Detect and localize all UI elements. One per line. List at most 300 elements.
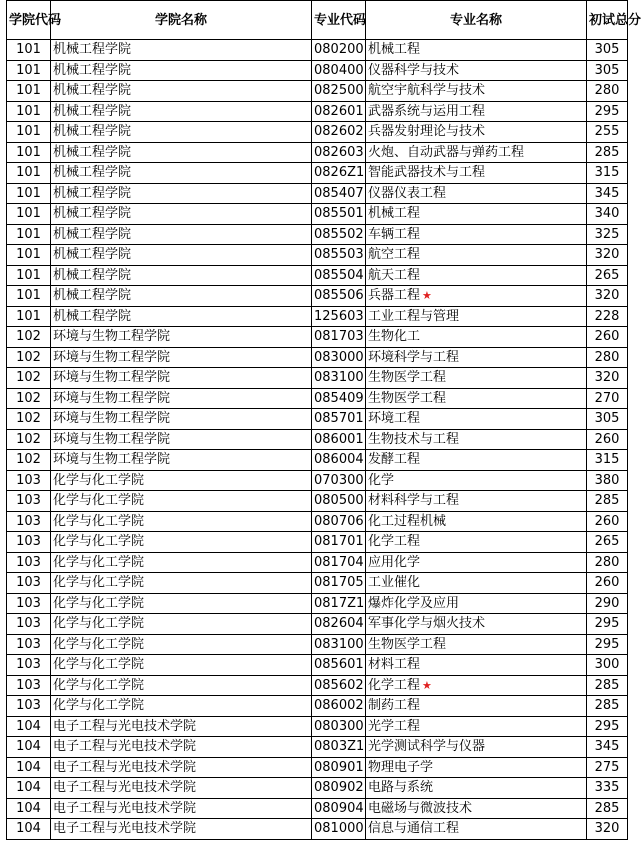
major-code-cell [312,552,366,573]
score-cell [587,593,628,614]
college-code-cell [7,224,51,245]
major-code-cell [312,429,366,450]
college-code-text: 103 [16,636,41,652]
college-code-cell [7,716,51,737]
college-code-cell [7,593,51,614]
major-name-cell [366,368,587,389]
college-code-text: 103 [16,616,41,632]
score-cell [587,716,628,737]
major-code-cell [312,798,366,819]
major-name-cell [366,634,587,655]
college-code-text: 102 [16,431,41,447]
major-name-cell [366,757,587,778]
major-code-text: 080500 [314,493,364,509]
major-code-cell [312,60,366,81]
college-name-cell [51,142,312,163]
major-name-cell [366,429,587,450]
college-name-cell [51,183,312,204]
score-text: 260 [594,575,620,591]
table-row [7,429,628,450]
college-code-cell [7,327,51,348]
major-code-cell [312,163,366,184]
score-cell [587,491,628,512]
college-code-text: 104 [16,759,41,775]
college-name-text: 机械工程学院 [53,103,132,119]
college-name-cell [51,696,312,717]
college-name-cell [51,347,312,368]
score-text: 285 [594,144,620,160]
college-name-cell [51,819,312,840]
college-name-cell [51,388,312,409]
table-body [7,40,628,840]
college-code-cell [7,204,51,225]
college-code-text: 102 [16,349,41,365]
college-code-cell [7,552,51,573]
major-code-cell [312,204,366,225]
major-code-text: 083000 [314,349,364,365]
major-name-cell [366,614,587,635]
major-code-cell [312,470,366,491]
college-code-cell [7,265,51,286]
college-name-cell [51,716,312,737]
major-name-text: 车辆工程 [368,226,421,242]
header-college-name: 学院名称 [51,1,312,40]
major-code-cell [312,778,366,799]
score-cell [587,183,628,204]
college-code-cell [7,368,51,389]
college-name-cell [51,573,312,594]
major-name-cell [366,573,587,594]
major-name-text: 材料科学与工程 [368,493,460,509]
score-cell [587,101,628,122]
college-name-text: 化学与化工学院 [53,575,145,591]
major-code-text: 081701 [314,534,364,550]
table-row [7,470,628,491]
score-text: 345 [594,739,620,755]
college-name-text: 环境与生物工程学院 [53,431,171,447]
table-row [7,81,628,102]
college-name-text: 环境与生物工程学院 [53,411,171,427]
score-text: 325 [594,226,620,242]
major-code-text: 0826Z1 [314,165,365,181]
table-row [7,142,628,163]
major-code-cell [312,347,366,368]
college-name-text: 化学与化工学院 [53,513,145,529]
major-code-cell [312,737,366,758]
score-text: 320 [594,288,620,304]
college-name-cell [51,491,312,512]
score-text: 265 [594,534,620,550]
table-row [7,675,628,696]
college-code-cell [7,573,51,594]
major-code-text: 082500 [314,83,364,99]
college-code-cell [7,388,51,409]
college-name-cell [51,552,312,573]
college-name-cell [51,306,312,327]
college-name-text: 环境与生物工程学院 [53,329,171,345]
college-code-cell [7,81,51,102]
header-major-name: 专业名称 [366,1,587,40]
major-name-cell [366,81,587,102]
major-code-cell [312,224,366,245]
major-code-text: 081000 [314,821,364,837]
college-code-cell [7,819,51,840]
score-cell [587,696,628,717]
college-code-cell [7,347,51,368]
major-code-cell [312,450,366,471]
college-name-cell [51,409,312,430]
score-cell [587,429,628,450]
major-code-text: 0803Z1 [314,739,365,755]
college-code-text: 102 [16,411,41,427]
college-name-text: 化学与化工学院 [53,616,145,632]
college-code-text: 104 [16,800,41,816]
major-code-text: 082604 [314,616,364,632]
college-code-text: 103 [16,677,41,693]
major-name-text: 航空宇航科学与技术 [368,83,486,99]
college-code-cell [7,245,51,266]
college-code-text: 101 [16,124,41,140]
table-row [7,265,628,286]
score-cell [587,675,628,696]
major-code-text: 080300 [314,718,364,734]
score-text: 305 [594,62,620,78]
college-name-cell [51,450,312,471]
table-row [7,552,628,573]
major-code-text: 086002 [314,698,364,714]
score-cell [587,368,628,389]
table-row [7,327,628,348]
major-code-text: 080902 [314,780,364,796]
major-name-text: 化工过程机械 [368,513,447,529]
college-name-text: 化学与化工学院 [53,534,145,550]
major-code-text: 0817Z1 [314,595,365,611]
major-name-text: 应用化学 [368,554,421,570]
college-name-text: 化学与化工学院 [53,677,145,693]
score-cell [587,245,628,266]
major-code-cell [312,655,366,676]
major-name-text: 仪器科学与技术 [368,62,460,78]
major-name-cell [366,388,587,409]
major-name-cell [366,593,587,614]
table-row [7,716,628,737]
star-icon: ★ [422,289,432,303]
major-name-text: 光学工程 [368,718,421,734]
header-row [7,1,628,40]
major-name-text: 光学测试科学与仪器 [368,739,486,755]
major-name-text: 制药工程 [368,698,421,714]
major-code-text: 081704 [314,554,364,570]
major-name-cell [366,327,587,348]
college-name-cell [51,634,312,655]
college-name-cell [51,81,312,102]
major-code-text: 082603 [314,144,364,160]
major-code-text: 125603 [314,308,364,324]
header-college-code: 学院代码 [7,1,51,40]
table-row [7,306,628,327]
major-name-text: 电磁场与微波技术 [368,800,473,816]
college-code-text: 104 [16,780,41,796]
college-code-text: 102 [16,390,41,406]
major-name-text: 工业催化 [368,575,421,591]
major-name-text: 智能武器技术与工程 [368,165,486,181]
college-code-text: 101 [16,62,41,78]
score-text: 295 [594,718,620,734]
college-name-text: 电子工程与光电技术学院 [53,780,197,796]
college-name-text: 机械工程学院 [53,42,132,58]
major-name-text: 生物医学工程 [368,370,447,386]
major-code-cell [312,819,366,840]
score-cell [587,634,628,655]
college-name-cell [51,122,312,143]
college-name-text: 机械工程学院 [53,185,132,201]
major-name-cell [366,675,587,696]
college-name-text: 环境与生物工程学院 [53,349,171,365]
college-code-text: 102 [16,370,41,386]
college-code-text: 101 [16,267,41,283]
major-name-text: 生物化工 [368,329,421,345]
major-code-cell [312,757,366,778]
major-code-cell [312,491,366,512]
major-name-cell [366,655,587,676]
score-text: 290 [594,595,620,611]
major-name-text: 电路与系统 [368,780,434,796]
table-row [7,593,628,614]
college-name-text: 化学与化工学院 [53,698,145,714]
table-row [7,532,628,553]
major-name-cell [366,306,587,327]
major-name-cell [366,778,587,799]
major-name-cell [366,183,587,204]
major-name-text: 兵器发射理论与技术 [368,124,486,140]
college-name-cell [51,470,312,491]
score-cell [587,511,628,532]
table-row [7,409,628,430]
college-code-cell [7,655,51,676]
major-name-cell [366,696,587,717]
score-text: 285 [594,800,620,816]
college-name-cell [51,40,312,61]
score-text: 275 [594,759,620,775]
college-name-cell [51,163,312,184]
major-code-text: 085502 [314,226,364,242]
score-cell [587,40,628,61]
major-code-text: 085501 [314,206,364,222]
score-text: 335 [594,780,620,796]
major-code-text: 080901 [314,759,364,775]
score-cell [587,737,628,758]
major-code-cell [312,634,366,655]
major-code-text: 081703 [314,329,364,345]
table-header [7,1,641,40]
table-row [7,183,628,204]
score-cell [587,204,628,225]
college-code-text: 101 [16,83,41,99]
table-row [7,573,628,594]
college-name-text: 化学与化工学院 [53,657,145,673]
score-text: 265 [594,267,620,283]
college-name-text: 机械工程学院 [53,226,132,242]
major-code-text: 082602 [314,124,364,140]
college-name-cell [51,101,312,122]
score-text: 285 [594,493,620,509]
table-row [7,204,628,225]
score-text: 260 [594,431,620,447]
college-code-text: 101 [16,165,41,181]
table-row [7,122,628,143]
major-code-text: 082601 [314,103,364,119]
major-code-text: 080904 [314,800,364,816]
college-name-cell [51,593,312,614]
major-name-text: 物理电子学 [368,759,434,775]
college-name-cell [51,737,312,758]
major-name-text: 工业工程与管理 [368,308,460,324]
college-code-text: 103 [16,554,41,570]
major-name-cell [366,224,587,245]
college-code-cell [7,286,51,307]
major-name-cell [366,552,587,573]
major-name-cell [366,101,587,122]
college-code-cell [7,163,51,184]
score-text: 228 [594,308,620,324]
college-name-cell [51,757,312,778]
major-code-cell [312,122,366,143]
college-name-text: 机械工程学院 [53,83,132,99]
table-row [7,368,628,389]
college-name-cell [51,511,312,532]
college-name-text: 化学与化工学院 [53,636,145,652]
college-code-cell [7,757,51,778]
major-name-cell [366,532,587,553]
score-text: 295 [594,616,620,632]
college-code-cell [7,798,51,819]
score-cell [587,409,628,430]
college-code-text: 103 [16,698,41,714]
college-code-cell [7,491,51,512]
college-name-cell [51,675,312,696]
major-name-text: 航天工程 [368,267,421,283]
major-name-cell [366,286,587,307]
table-row [7,798,628,819]
score-cell [587,306,628,327]
major-name-text: 发酵工程 [368,452,421,468]
college-code-cell [7,470,51,491]
major-code-cell [312,81,366,102]
major-name-cell [366,491,587,512]
college-code-text: 104 [16,821,41,837]
table-row [7,778,628,799]
major-name-cell [366,819,587,840]
major-code-cell [312,245,366,266]
major-code-text: 070300 [314,472,364,488]
college-code-cell [7,40,51,61]
score-cell [587,470,628,491]
major-code-cell [312,40,366,61]
college-name-text: 电子工程与光电技术学院 [53,759,197,775]
college-code-cell [7,60,51,81]
college-code-text: 104 [16,718,41,734]
college-code-cell [7,306,51,327]
major-code-text: 086004 [314,452,364,468]
score-cell [587,552,628,573]
college-name-cell [51,224,312,245]
college-code-cell [7,778,51,799]
major-name-text: 环境科学与工程 [368,349,460,365]
college-code-cell [7,532,51,553]
major-code-text: 085407 [314,185,364,201]
college-name-cell [51,60,312,81]
score-text: 260 [594,513,620,529]
score-text: 285 [594,698,620,714]
table-row [7,655,628,676]
college-name-text: 机械工程学院 [53,144,132,160]
college-code-cell [7,634,51,655]
table-row [7,511,628,532]
score-cell [587,388,628,409]
header-score: 初试总分 [587,1,628,40]
college-name-cell [51,286,312,307]
score-cell [587,142,628,163]
score-cell [587,327,628,348]
major-name-cell [366,204,587,225]
major-code-cell [312,614,366,635]
major-code-text: 086001 [314,431,364,447]
college-code-text: 103 [16,657,41,673]
header-major-code: 专业代码 [312,1,366,40]
major-name-text: 武器系统与运用工程 [368,103,486,119]
score-text: 285 [594,677,620,693]
major-name-text: 机械工程 [368,206,421,222]
score-cell [587,163,628,184]
score-cell [587,532,628,553]
major-name-text: 生物医学工程 [368,636,447,652]
college-name-text: 机械工程学院 [53,247,132,263]
score-cell [587,81,628,102]
college-code-text: 103 [16,534,41,550]
college-code-cell [7,696,51,717]
major-code-cell [312,327,366,348]
major-name-text: 火炮、自动武器与弹药工程 [368,144,525,160]
score-cell [587,614,628,635]
score-text: 380 [594,472,620,488]
major-code-text: 085701 [314,411,364,427]
college-code-cell [7,737,51,758]
major-code-cell [312,265,366,286]
score-text: 320 [594,821,620,837]
college-name-cell [51,532,312,553]
college-code-text: 101 [16,42,41,58]
major-code-text: 080400 [314,62,364,78]
major-code-cell [312,573,366,594]
college-code-text: 103 [16,595,41,611]
college-code-text: 101 [16,103,41,119]
score-text: 340 [594,206,620,222]
score-cell [587,265,628,286]
score-text: 345 [594,185,620,201]
major-code-text: 080200 [314,42,364,58]
major-name-text: 化学工程 [368,534,421,550]
college-name-text: 机械工程学院 [53,206,132,222]
score-text: 295 [594,103,620,119]
college-name-text: 机械工程学院 [53,165,132,181]
major-code-text: 080706 [314,513,364,529]
major-code-cell [312,286,366,307]
college-name-text: 电子工程与光电技术学院 [53,718,197,734]
score-text: 255 [594,124,620,140]
college-code-text: 101 [16,144,41,160]
major-name-text: 爆炸化学及应用 [368,595,460,611]
major-name-cell [366,347,587,368]
